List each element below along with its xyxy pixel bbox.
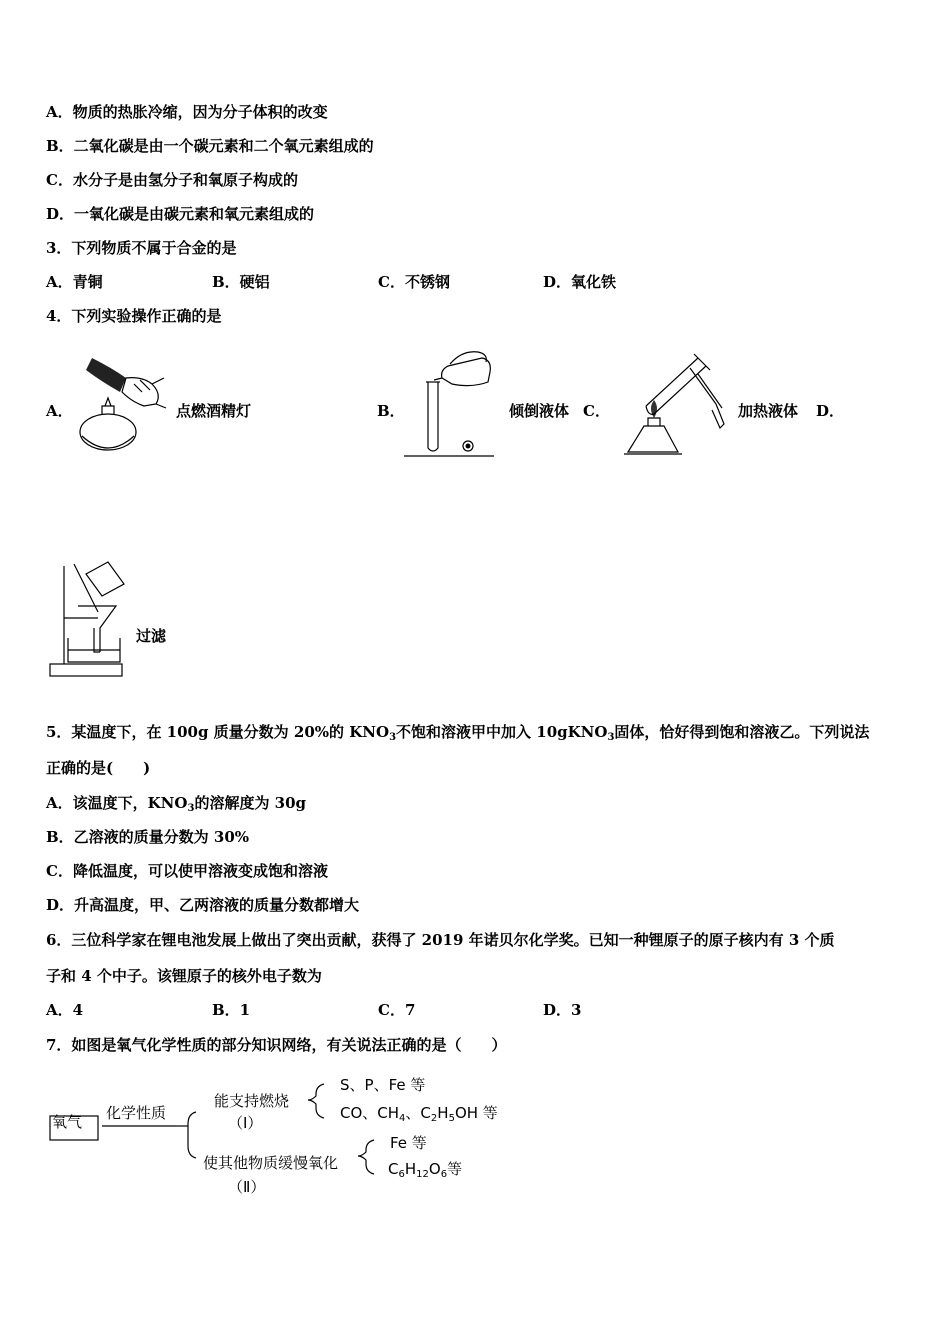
q4-option-d-letter: D． [816,402,845,420]
diagram-branch2-item1: Fe 等 [390,1134,427,1152]
diagram-branch1-support-combustion: 能支持燃烧 [214,1092,290,1110]
diagram-branch2-number: （Ⅱ） [228,1178,266,1196]
q4-option-d-text: 过滤 [136,627,167,645]
q6-option-b: B．1 [212,1001,251,1019]
diagram-branch1-item1: S、P、Fe 等 [340,1076,426,1094]
q3-option-a: A．青铜 [46,273,103,291]
q3-stem: 3．下列物质不属于合金的是 [46,239,237,257]
q2-option-a: A．物质的热胀冷缩，因为分子体积的改变 [46,103,328,121]
q6-stem-line2: 子和 4 个中子。该锂原子的核外电子数为 [46,967,322,985]
diagram-branch1-item2: CO、$CH_4$、$C_2H_5OH$ 等 [340,1104,498,1124]
q6-option-c: C．7 [378,1001,416,1019]
diagram-branch2-slow-oxidation: 使其他物质缓慢氧化 [203,1154,339,1172]
diagram-root-oxygen: 氧气 [52,1113,83,1131]
q4-option-c-letter: C． [583,402,610,420]
diagram-branch1-number: （Ⅰ） [228,1114,263,1132]
q5-option-c: C．降低温度，可以使甲溶液变成饱和溶液 [46,862,328,880]
q3-option-d: D．氧化铁 [543,273,617,291]
q5-option-a: A．该温度下，$KNO_3$的溶解度为 30g [46,794,307,814]
heating-liquid-figure [620,348,735,460]
q5-stem-line2: 正确的是( ) [46,759,151,777]
pouring-liquid-figure [402,348,498,460]
q5-option-d: D．升高温度，甲、乙两溶液的质量分数都增大 [46,896,360,914]
q6-option-a: A．4 [46,1001,84,1019]
q4-stem: 4．下列实验操作正确的是 [46,307,222,325]
filtration-figure [48,560,132,680]
q4-option-c-text: 加热液体 [738,402,799,420]
q5-stem-line1: 5．某温度下，在 100g 质量分数为 20%的 $KNO_3$不饱和溶液甲中加入 10gKNO$_3$固体，恰好得到饱和溶液乙。下列说法 [46,723,870,743]
diagram-branch2-item2: $C_6H_{12}O_6$等 [388,1160,463,1180]
q4-option-a-letter: A． [46,402,73,420]
q4-option-b-letter: B． [377,402,405,420]
q2-option-d: D．一氧化碳是由碳元素和氧元素组成的 [46,205,315,223]
q3-option-c: C．不锈钢 [378,273,450,291]
diagram-edge-chemical-property: 化学性质 [106,1104,167,1122]
q7-stem: 7．如图是氧气化学性质的部分知识网络，有关说法正确的是（ ） [46,1036,507,1054]
lighting-alcohol-lamp-figure [72,348,172,460]
q2-option-c: C．水分子是由氢分子和氧原子构成的 [46,171,298,189]
q6-stem-line1: 6．三位科学家在锂电池发展上做出了突出贡献，获得了 2019 年诺贝尔化学奖。已知一种锂原子的原子核内有 3 个质 [46,931,835,949]
q5-option-b: B．乙溶液的质量分数为 30% [46,828,250,846]
q2-option-b: B．二氧化碳是由一个碳元素和二个氧元素组成的 [46,137,374,155]
q6-option-d: D．3 [543,1001,582,1019]
q4-option-b-text: 倾倒液体 [509,402,570,420]
q4-option-a-text: 点燃酒精灯 [176,402,252,420]
q3-option-b: B．硬铝 [212,273,270,291]
